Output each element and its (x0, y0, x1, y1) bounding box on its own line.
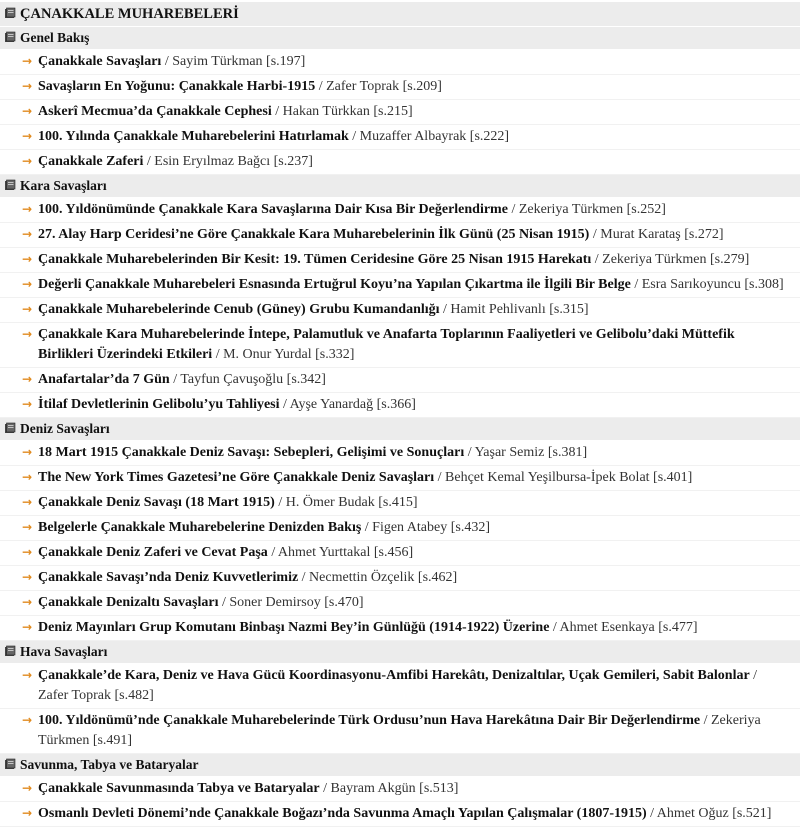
article-title-link[interactable]: Osmanlı Devleti Dönemi’nde Çanakkale Boğazı’nda Savunma Amaçlı Yapılan Çalışmalar (1807-1915) (38, 806, 647, 821)
list-item (0, 393, 800, 418)
article-author-page: / Soner Demirsoy [s.470] (218, 595, 364, 610)
article-title-link[interactable]: Anafartalar’da 7 Gün (38, 372, 170, 387)
article-title-link[interactable]: Çanakkale Muharebelerinde Cenub (Güney) Grubu Kumandanlığı (38, 302, 440, 317)
article-title-link[interactable]: Deniz Mayınları Grup Komutanı Binbaşı Nazmi Bey’in Günlüğü (1914-1922) Üzerine (38, 620, 550, 635)
book-icon (4, 7, 16, 19)
article-title-link[interactable]: Askerî Mecmua’da Çanakkale Cephesi (38, 104, 272, 119)
article-author-page: / Ahmet Esenkaya [s.477] (549, 620, 698, 635)
article-author-page: / Zafer Toprak [s.482] (38, 668, 758, 703)
section-header-label: Hava Savaşları (20, 644, 108, 659)
article-author-page: / Esin Eryılmaz Bağcı [s.237] (143, 154, 313, 169)
section-header-label: Deniz Savaşları (20, 421, 110, 436)
arrow-bullet-icon: → (22, 806, 33, 820)
article-author-page: / Esra Sarıkoyuncu [s.308] (630, 277, 784, 292)
article-title-link[interactable]: Çanakkale Deniz Savaşı (18 Mart 1915) (38, 495, 275, 510)
article-author-page: / Zekeriya Türkmen [s.252] (507, 202, 666, 217)
section-header[interactable] (0, 754, 800, 777)
list-item (0, 50, 800, 75)
list-item (0, 441, 800, 466)
section-list (0, 27, 800, 827)
list-item (0, 541, 800, 566)
section-header-label: Kara Savaşları (20, 178, 107, 193)
list-item (0, 566, 800, 591)
list-item (0, 223, 800, 248)
article-author-page: / Sayim Türkman [s.197] (161, 54, 306, 69)
arrow-bullet-icon: → (22, 372, 33, 386)
article-title-link[interactable]: 18 Mart 1915 Çanakkale Deniz Savaşı: Sebepleri, Gelişimi ve Sonuçları (38, 445, 465, 460)
list-item (0, 591, 800, 616)
arrow-bullet-icon: → (22, 620, 33, 634)
article-author-page: / Hakan Türkkan [s.215] (271, 104, 413, 119)
list-item (0, 323, 800, 368)
arrow-bullet-icon: → (22, 545, 33, 559)
list-item (0, 664, 800, 709)
article-title-link[interactable]: Savaşların En Yoğunu: Çanakkale Harbi-1915 (38, 79, 316, 94)
article-title-link[interactable]: Çanakkale Savaşları (38, 54, 162, 69)
list-item (0, 75, 800, 100)
book-icon (4, 422, 16, 434)
article-title-link[interactable]: 27. Alay Harp Ceridesi’ne Göre Çanakkale Kara Muharebelerinin İlk Günü (25 Nisan 1915) (38, 227, 590, 242)
list-item (0, 273, 800, 298)
arrow-bullet-icon: → (22, 397, 33, 411)
list-item (0, 616, 800, 641)
article-author-page: / Ahmet Oğuz [s.521] (646, 806, 772, 821)
article-title-link[interactable]: 100. Yıldönümü’nde Çanakkale Muharebelerinde Türk Ordusu’nun Hava Harekâtına Dair Bir Değerlendirme (38, 713, 701, 728)
section-header[interactable] (0, 418, 800, 441)
list-item (0, 802, 800, 827)
article-title-link[interactable]: Çanakkale Kara Muharebelerinde İntepe, Palamutluk ve Anafarta Toplarının Faaliyetleri ve Gelibolu’daki Müttefik Birlikleri Üzerindeki Etkileri (38, 327, 735, 362)
list-item (0, 198, 800, 223)
arrow-bullet-icon: → (22, 327, 33, 341)
article-title-link[interactable]: 100. Yıldönümünde Çanakkale Kara Savaşlarına Dair Kısa Bir Değerlendirme (38, 202, 508, 217)
list-item (0, 516, 800, 541)
article-author-page: / Zekeriya Türkmen [s.491] (38, 713, 761, 748)
section-header-label: Savunma, Tabya ve Bataryalar (20, 757, 199, 772)
section-header-label: Genel Bakış (20, 30, 90, 45)
book-icon (4, 31, 16, 43)
article-author-page: / Hamit Pehlivanlı [s.315] (439, 302, 589, 317)
book-icon (4, 758, 16, 770)
article-title-link[interactable]: Çanakkale Savaşı’nda Deniz Kuvvetlerimiz (38, 570, 299, 585)
section-header[interactable] (0, 641, 800, 664)
arrow-bullet-icon: → (22, 713, 33, 727)
article-author-page: / Ahmet Yurttakal [s.456] (267, 545, 414, 560)
arrow-bullet-icon: → (22, 227, 33, 241)
page-title-text: ÇANAKKALE MUHAREBELERİ (20, 6, 239, 22)
arrow-bullet-icon: → (22, 202, 33, 216)
arrow-bullet-icon: → (22, 595, 33, 609)
article-title-link[interactable]: Çanakkale’de Kara, Deniz ve Hava Gücü Koordinasyonu-Amfibi Harekâtı, Denizaltılar, Uçak Gemileri, Sabit Balonlar (38, 668, 750, 683)
article-author-page: / Zafer Toprak [s.209] (315, 79, 442, 94)
article-author-page: / Zekeriya Türkmen [s.279] (591, 252, 750, 267)
book-icon (4, 179, 16, 191)
arrow-bullet-icon: → (22, 570, 33, 584)
article-title-link[interactable]: Çanakkale Deniz Zaferi ve Cevat Paşa (38, 545, 268, 560)
article-author-page: / Yaşar Semiz [s.381] (464, 445, 588, 460)
list-item (0, 491, 800, 516)
article-title-link[interactable]: Çanakkale Muharebelerinden Bir Kesit: 19. Tümen Ceridesine Göre 25 Nisan 1915 Harekatı (38, 252, 592, 267)
list-item (0, 777, 800, 802)
arrow-bullet-icon: → (22, 470, 33, 484)
article-author-page: / Murat Karataş [s.272] (589, 227, 724, 242)
arrow-bullet-icon: → (22, 445, 33, 459)
page-title (0, 2, 800, 27)
article-author-page: / Behçet Kemal Yeşilbursa-İpek Bolat [s.401] (434, 470, 693, 485)
list-item (0, 150, 800, 175)
arrow-bullet-icon: → (22, 154, 33, 168)
arrow-bullet-icon: → (22, 54, 33, 68)
article-author-page: / Tayfun Çavuşoğlu [s.342] (169, 372, 326, 387)
list-item (0, 368, 800, 393)
arrow-bullet-icon: → (22, 781, 33, 795)
arrow-bullet-icon: → (22, 252, 33, 266)
article-title-link[interactable]: Çanakkale Denizaltı Savaşları (38, 595, 219, 610)
arrow-bullet-icon: → (22, 277, 33, 291)
article-title-link[interactable]: Değerli Çanakkale Muharebeleri Esnasında Ertuğrul Koyu’na Yapılan Çıkartma ile İlgili Bir Belge (38, 277, 631, 292)
article-author-page: / Ayşe Yanardağ [s.366] (279, 397, 416, 412)
list-item (0, 100, 800, 125)
article-author-page: / M. Onur Yurdal [s.332] (212, 347, 355, 362)
list-item (0, 125, 800, 150)
article-title-link[interactable]: İtilaf Devletlerinin Gelibolu’yu Tahliyesi (38, 397, 280, 412)
book-icon (4, 645, 16, 657)
list-item (0, 466, 800, 491)
arrow-bullet-icon: → (22, 495, 33, 509)
article-author-page: / H. Ömer Budak [s.415] (274, 495, 418, 510)
arrow-bullet-icon: → (22, 302, 33, 316)
arrow-bullet-icon: → (22, 129, 33, 143)
arrow-bullet-icon: → (22, 104, 33, 118)
list-item (0, 709, 800, 754)
article-title-link[interactable]: The New York Times Gazetesi’ne Göre Çanakkale Deniz Savaşları (38, 470, 435, 485)
section-header[interactable] (0, 27, 800, 50)
article-title-link[interactable]: Çanakkale Zaferi (38, 154, 144, 169)
section-header[interactable] (0, 175, 800, 198)
article-author-page: / Figen Atabey [s.432] (361, 520, 490, 535)
article-title-link[interactable]: 100. Yılında Çanakkale Muharebelerini Hatırlamak (38, 129, 349, 144)
list-item (0, 298, 800, 323)
article-author-page: / Necmettin Özçelik [s.462] (298, 570, 458, 585)
article-author-page: / Bayram Akgün [s.513] (319, 781, 459, 796)
article-title-link[interactable]: Belgelerle Çanakkale Muharebelerine Denizden Bakış (38, 520, 362, 535)
arrow-bullet-icon: → (22, 668, 33, 682)
list-item (0, 248, 800, 273)
arrow-bullet-icon: → (22, 79, 33, 93)
article-author-page: / Muzaffer Albayrak [s.222] (348, 129, 510, 144)
arrow-bullet-icon: → (22, 520, 33, 534)
article-title-link[interactable]: Çanakkale Savunmasında Tabya ve Bataryalar (38, 781, 320, 796)
